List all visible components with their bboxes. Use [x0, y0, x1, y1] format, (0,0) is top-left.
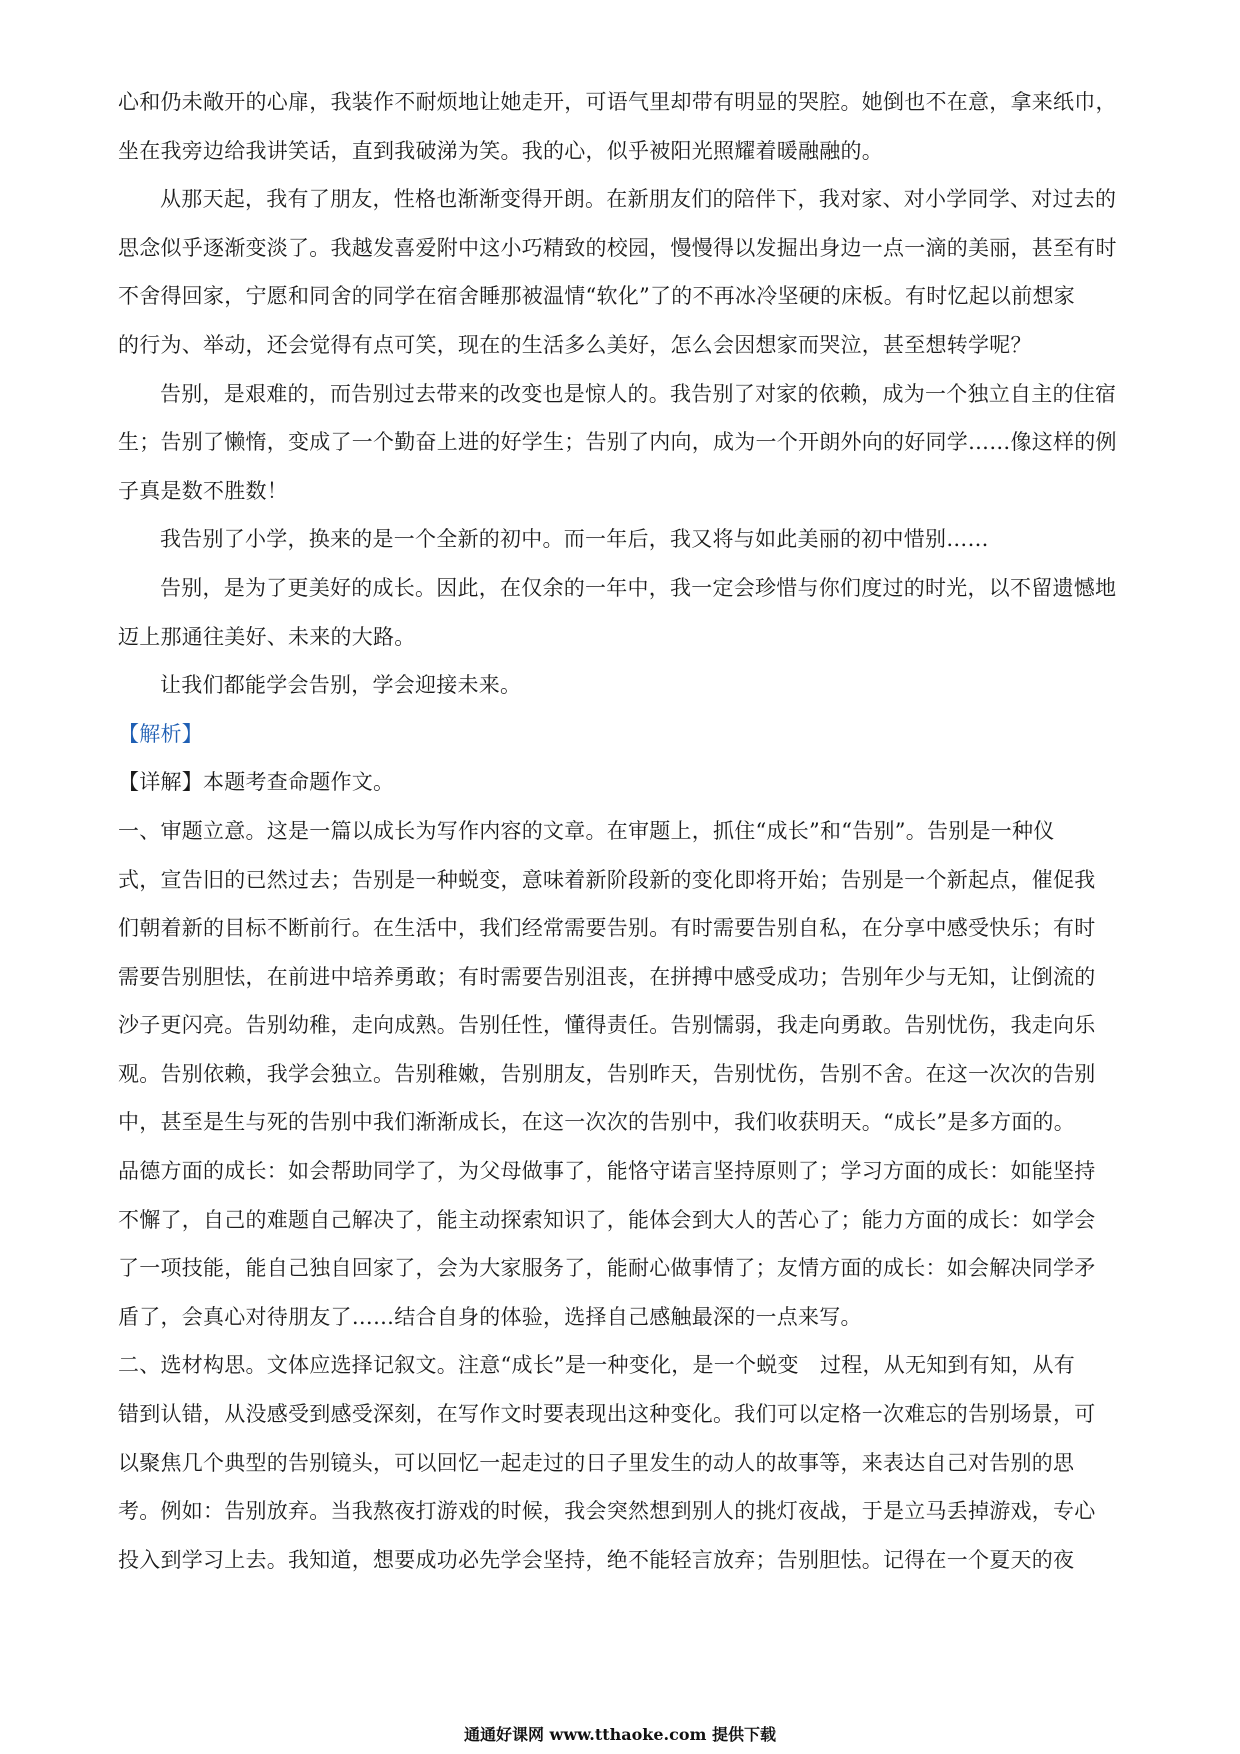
text-line: 中，甚至是生与死的告别中我们渐渐成长，在这一次次的告别中，我们收获明天。“成长”是多方面的。	[118, 1110, 1075, 1135]
text-line: 品德方面的成长：如会帮助同学了，为父母做事了，能恪守诺言坚持原则了；学习方面的成长：如能坚持	[118, 1159, 1096, 1184]
text-line: 坐在我旁边给我讲笑话，直到我破涕为笑。我的心，似乎被阳光照耀着暖融融的。	[118, 138, 883, 163]
text-line: 子真是数不胜数！	[118, 478, 288, 503]
text-line: 以聚焦几个典型的告别镜头，可以回忆一起走过的日子里发生的动人的故事等，来表达自己对告别的思	[118, 1450, 1075, 1475]
text-line: 我告别了小学，换来的是一个全新的初中。而一年后，我又将与如此美丽的初中惜别……	[160, 527, 989, 552]
text-line: 二、选材构思。文体应选择记叙文。注意“成长”是一种变化，是一个蜕变 过程，从无知到有知，从有	[118, 1353, 1075, 1378]
text-line: 从那天起，我有了朋友，性格也渐渐变得开朗。在新朋友们的陪伴下，我对家、对小学同学、对过去的	[160, 187, 1117, 212]
text-line: 告别，是艰难的，而告别过去带来的改变也是惊人的。我告别了对家的依赖，成为一个独立自主的住宿	[160, 381, 1117, 406]
page-footer: 通通好课网 www.tthaoke.com 提供下载	[463, 1725, 777, 1744]
analysis-heading: 【解析】	[118, 721, 203, 746]
text-line: 错到认错，从没感受到感受深刻，在写作文时要表现出这种变化。我们可以定格一次难忘的告别场景，可	[118, 1402, 1096, 1427]
text-line: 思念似乎逐渐变淡了。我越发喜爱附中这小巧精致的校园，慢慢得以发掘出身边一点一滴的美丽，甚至有时	[118, 235, 1117, 260]
text-line: 生；告别了懒惰，变成了一个勤奋上进的好学生；告别了内向，成为一个开朗外向的好同学……像这样的例	[118, 430, 1117, 455]
text-line: 一、审题立意。这是一篇以成长为写作内容的文章。在审题上，抓住“成长”和“告别”。告别是一种仪	[118, 818, 1055, 843]
text-line: 让我们都能学会告别，学会迎接未来。	[160, 673, 522, 698]
text-line: 投入到学习上去。我知道，想要成功必先学会坚持，绝不能轻言放弃；告别胆怯。记得在一个夏天的夜	[118, 1547, 1075, 1572]
text-line: 了一项技能，能自己独自回家了，会为大家服务了，能耐心做事情了；友情方面的成长：如会解决同学矛	[118, 1256, 1096, 1281]
text-line: 们朝着新的目标不断前行。在生活中，我们经常需要告别。有时需要告别自私，在分享中感受快乐；有时	[118, 916, 1096, 941]
detail-heading: 【详解】本题考查命题作文。	[118, 770, 395, 795]
text-line: 告别，是为了更美好的成长。因此，在仅余的一年中，我一定会珍惜与你们度过的时光，以不留遗憾地	[160, 575, 1117, 600]
text-line: 心和仍未敞开的心扉，我装作不耐烦地让她走开，可语气里却带有明显的哭腔。她倒也不在意，拿来纸巾，	[118, 90, 1117, 114]
text-line: 迈上那通往美好、未来的大路。	[118, 624, 416, 649]
text-line: 观。告别依赖，我学会独立。告别稚嫩，告别朋友，告别昨天，告别忧伤，告别不舍。在这一次次的告别	[118, 1061, 1096, 1086]
text-line: 沙子更闪亮。告别幼稚，走向成熟。告别任性，懂得责任。告别懦弱，我走向勇敢。告别忧伤，我走向乐	[118, 1013, 1096, 1038]
text-line: 盾了，会真心对待朋友了……结合自身的体验，选择自己感触最深的一点来写。	[118, 1304, 862, 1329]
text-line: 需要告别胆怯，在前进中培养勇敢；有时需要告别沮丧，在拼搏中感受成功；告别年少与无知，让倒流的	[118, 964, 1096, 989]
text-line: 考。例如：告别放弃。当我熬夜打游戏的时候，我会突然想到别人的挑灯夜战，于是立马丢掉游戏，专心	[118, 1499, 1096, 1524]
text-line: 的行为、举动，还会觉得有点可笑，现在的生活多么美好，怎么会因想家而哭泣，甚至想转学呢？	[118, 332, 1032, 357]
text-line: 不懈了，自己的难题自己解决了，能主动探索知识了，能体会到大人的苦心了；能力方面的成长：如学会	[118, 1207, 1096, 1232]
text-line: 不舍得回家，宁愿和同舍的同学在宿舍睡那被温情“软化”了的不再冰冷坚硬的床板。有时忆起以前想家	[118, 284, 1075, 309]
document-body	[118, 78, 1130, 1584]
text-line: 式，宣告旧的已然过去；告别是一种蜕变，意味着新阶段新的变化即将开始；告别是一个新起点，催促我	[118, 867, 1096, 892]
